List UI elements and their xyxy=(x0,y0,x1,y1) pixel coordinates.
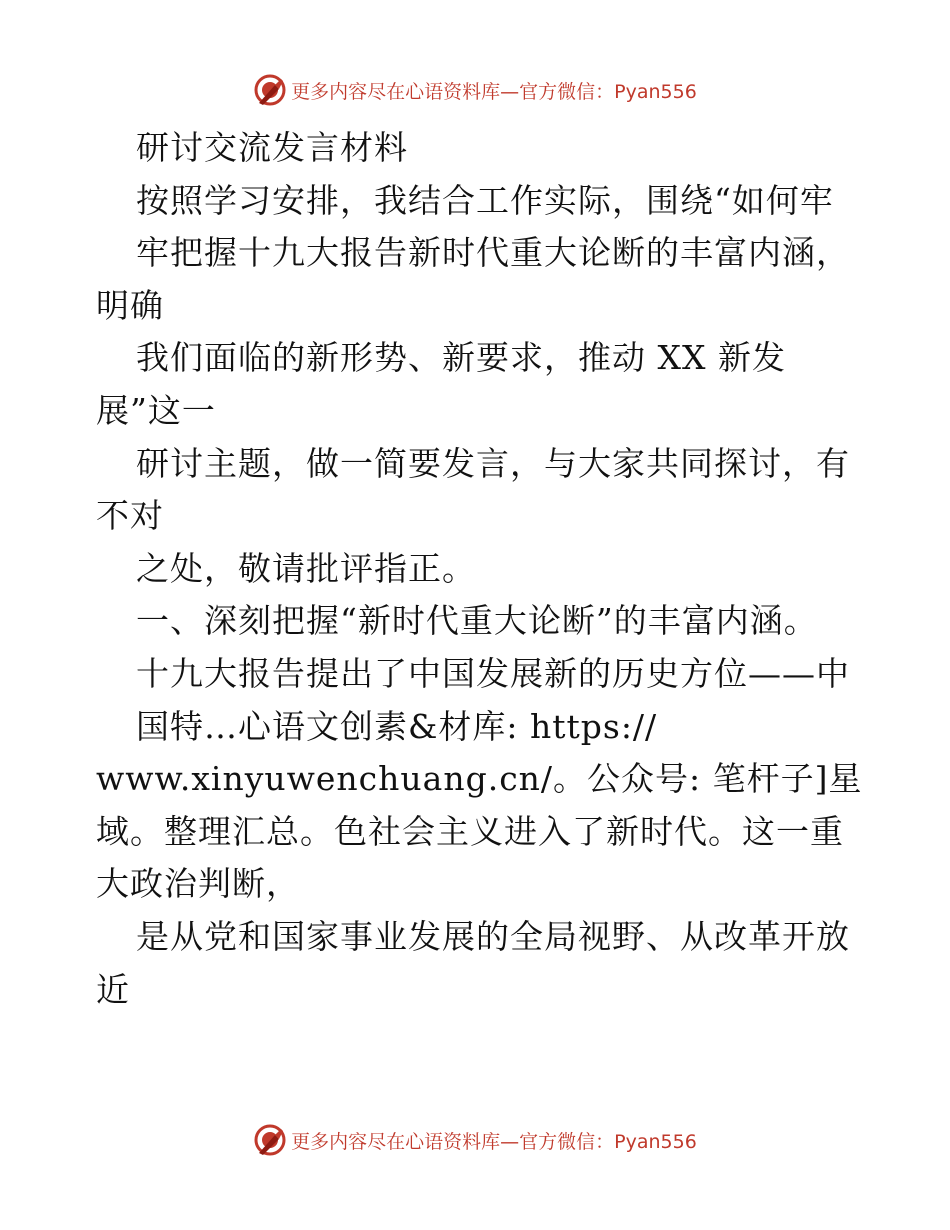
text-line: 我们面临的新形势、新要求，推动 XX 新发 xyxy=(136,338,786,378)
text-line: 十九大报告提出了中国发展新的历史方位——中 xyxy=(136,653,850,693)
footer-banner xyxy=(0,1120,950,1160)
header-banner xyxy=(0,70,950,110)
banner-text: 更多内容尽在心语资料库—官方微信：Pyan556 xyxy=(291,1130,697,1153)
pen-logo-icon xyxy=(253,73,287,107)
text-line: 是从党和国家事业发展的全局视野、从改革开放 xyxy=(136,916,850,956)
text-line: 不对 xyxy=(96,496,164,536)
text-line: 之处，敬请批评指正。 xyxy=(136,548,476,588)
text-line: 近 xyxy=(96,969,130,1009)
text-line: 研讨交流发言材料 xyxy=(136,128,408,167)
text-line: www.xinyuwenchuang.cn/。公众号: 笔杆子]星 xyxy=(96,759,863,799)
text-line: 研讨主题，做一简要发言，与大家共同探讨，有 xyxy=(136,443,850,483)
text-line: 明确 xyxy=(96,285,164,325)
text-line: 按照学习安排，我结合工作实际，围绕“如何牢 xyxy=(136,180,834,220)
banner-text: 更多内容尽在心语资料库—官方微信：Pyan556 xyxy=(291,80,697,103)
document-body xyxy=(96,122,863,1016)
text-line: 一、深刻把握“新时代重大论断”的丰富内涵。 xyxy=(136,601,818,641)
pen-logo-icon xyxy=(253,1123,287,1157)
text-line: 牢把握十九大报告新时代重大论断的丰富内涵， xyxy=(136,233,850,273)
text-line: 大政治判断， xyxy=(96,864,300,904)
text-line: 展”这一 xyxy=(96,390,216,430)
text-line: 国特…心语文创素&材库: https:// xyxy=(136,706,658,746)
text-line: 域。整理汇总。色社会主义进入了新时代。这一重 xyxy=(96,811,844,851)
